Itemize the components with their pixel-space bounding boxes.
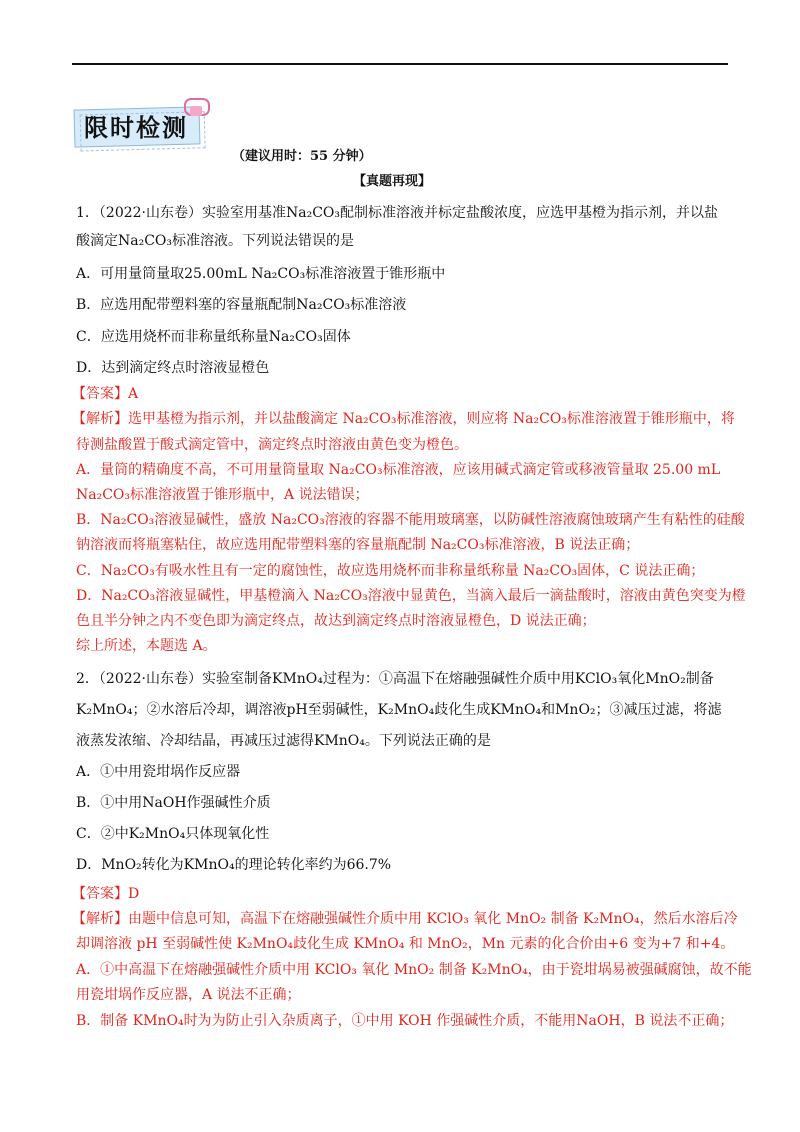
- q2-analysis-line5: B．制备 KMnO₄时为为防止引入杂质离子，①中用 KOH 作强碱性介质，不能用NaOH，B 说法不正确；: [76, 1013, 734, 1029]
- q1-option-d: D．达到滴定终点时溶液显橙色: [76, 360, 270, 376]
- q1-stem-line1: 1．（2022·山东卷）实验室用基准Na₂CO₃配制标准溶液并标定盐酸浓度，应选甲基橙为指示剂，并以盐: [76, 205, 718, 221]
- badge-title: 限时检测: [84, 113, 188, 142]
- q1-analysis-line4: Na₂CO₃标准溶液置于锥形瓶中，A 说法错误；: [76, 487, 369, 503]
- q1-option-a: A．可用量筒量取25.00mL Na₂CO₃标准溶液置于锥形瓶中: [76, 266, 446, 282]
- q1-option-c: C．应选用烧杯而非称量纸称量Na₂CO₃固体: [76, 329, 351, 345]
- q1-stem-line2: 酸滴定Na₂CO₃标准溶液。下列说法错误的是: [76, 233, 355, 249]
- q1-answer: 【答案】A: [72, 386, 139, 402]
- q1-option-b: B．应选用配带塑料塞的容量瓶配制Na₂CO₃标准溶液: [76, 297, 407, 313]
- section-badge: [74, 106, 214, 146]
- q1-analysis-line7: C．Na₂CO₃有吸水性且有一定的腐蚀性，故应选用烧杯而非称量纸称量 Na₂CO₃固体，C 说法正确；: [76, 563, 705, 579]
- q1-analysis-line2: 待测盐酸置于酸式滴定管中，滴定终点时溶液由黄色变为橙色。: [76, 437, 468, 453]
- q1-analysis-line3: A．量筒的精确度不高，不可用量筒量取 Na₂CO₃标准溶液，应该用碱式滴定管或移液管量取 25.00 mL: [76, 462, 721, 478]
- q2-stem-line3: 液蒸发浓缩、冷却结晶，再减压过滤得KMnO₄。下列说法正确的是: [76, 733, 491, 749]
- q2-analysis-line2: 却调溶液 pH 至弱碱性使 K₂MnO₄歧化生成 KMnO₄ 和 MnO₂，Mn 元素的化合价由+6 变为+7 和+4。: [76, 936, 735, 952]
- q2-stem-line2: K₂MnO₄；②水溶后冷却，调溶液pH至弱碱性，K₂MnO₄歧化生成KMnO₄和MnO₂；③减压过滤，将滤: [76, 702, 722, 718]
- q1-analysis-line10: 综上所述，本题选 A。: [76, 638, 217, 654]
- q1-analysis-line8: D．Na₂CO₃溶液显碱性，甲基橙滴入 Na₂CO₃溶液中显黄色，当滴入最后一滴盐酸时，溶液由黄色突变为橙: [76, 588, 746, 604]
- q2-option-b: B．①中用NaOH作强碱性介质: [76, 795, 271, 811]
- header-rule: [72, 63, 728, 65]
- q1-analysis-line9: 色且半分钟之内不变色即为滴定终点，故达到滴定终点时溶液显橙色，D 说法正确；: [76, 613, 596, 629]
- q2-option-d: D．MnO₂转化为KMnO₄的理论转化率约为66.7%: [76, 857, 392, 873]
- q2-stem-line1: 2．（2022·山东卷）实验室制备KMnO₄过程为：①高温下在熔融强碱性介质中用KClO₃氧化MnO₂制备: [76, 671, 714, 687]
- section-title: 【真题再现】: [353, 174, 432, 189]
- suggested-time: （建议用时：55 分钟）: [232, 149, 372, 164]
- q2-option-c: C．②中K₂MnO₄只体现氧化性: [76, 826, 270, 842]
- q2-analysis-line3: A．①中高温下在熔融强碱性介质中用 KClO₃ 氧化 MnO₂ 制备 K₂MnO₄，由于瓷坩埚易被强碱腐蚀，故不能: [76, 962, 752, 978]
- q2-option-a: A．①中用瓷坩埚作反应器: [76, 764, 241, 780]
- q1-analysis-line6: 钠溶液而将瓶塞粘住，故应选用配带塑料塞的容量瓶配制 Na₂CO₃标准溶液，B 说法正确；: [76, 537, 640, 553]
- q2-analysis-line1: 【解析】由题中信息可知，高温下在熔融强碱性介质中用 KClO₃ 氧化 MnO₂ 制备 K₂MnO₄，然后水溶后冷: [72, 911, 738, 927]
- q1-analysis-line5: B．Na₂CO₃溶液显碱性，盛放 Na₂CO₃溶液的容器不能用玻璃塞，以防碱性溶液腐蚀玻璃产生有粘性的硅酸: [76, 512, 745, 528]
- q2-analysis-line4: 用瓷坩埚作反应器，A 说法不正确；: [76, 987, 301, 1003]
- q1-analysis-line1: 【解析】选甲基橙为指示剂，并以盐酸滴定 Na₂CO₃标准溶液，则应将 Na₂CO₃标准溶液置于锥形瓶中，将: [72, 411, 735, 427]
- q2-answer: 【答案】D: [72, 886, 140, 902]
